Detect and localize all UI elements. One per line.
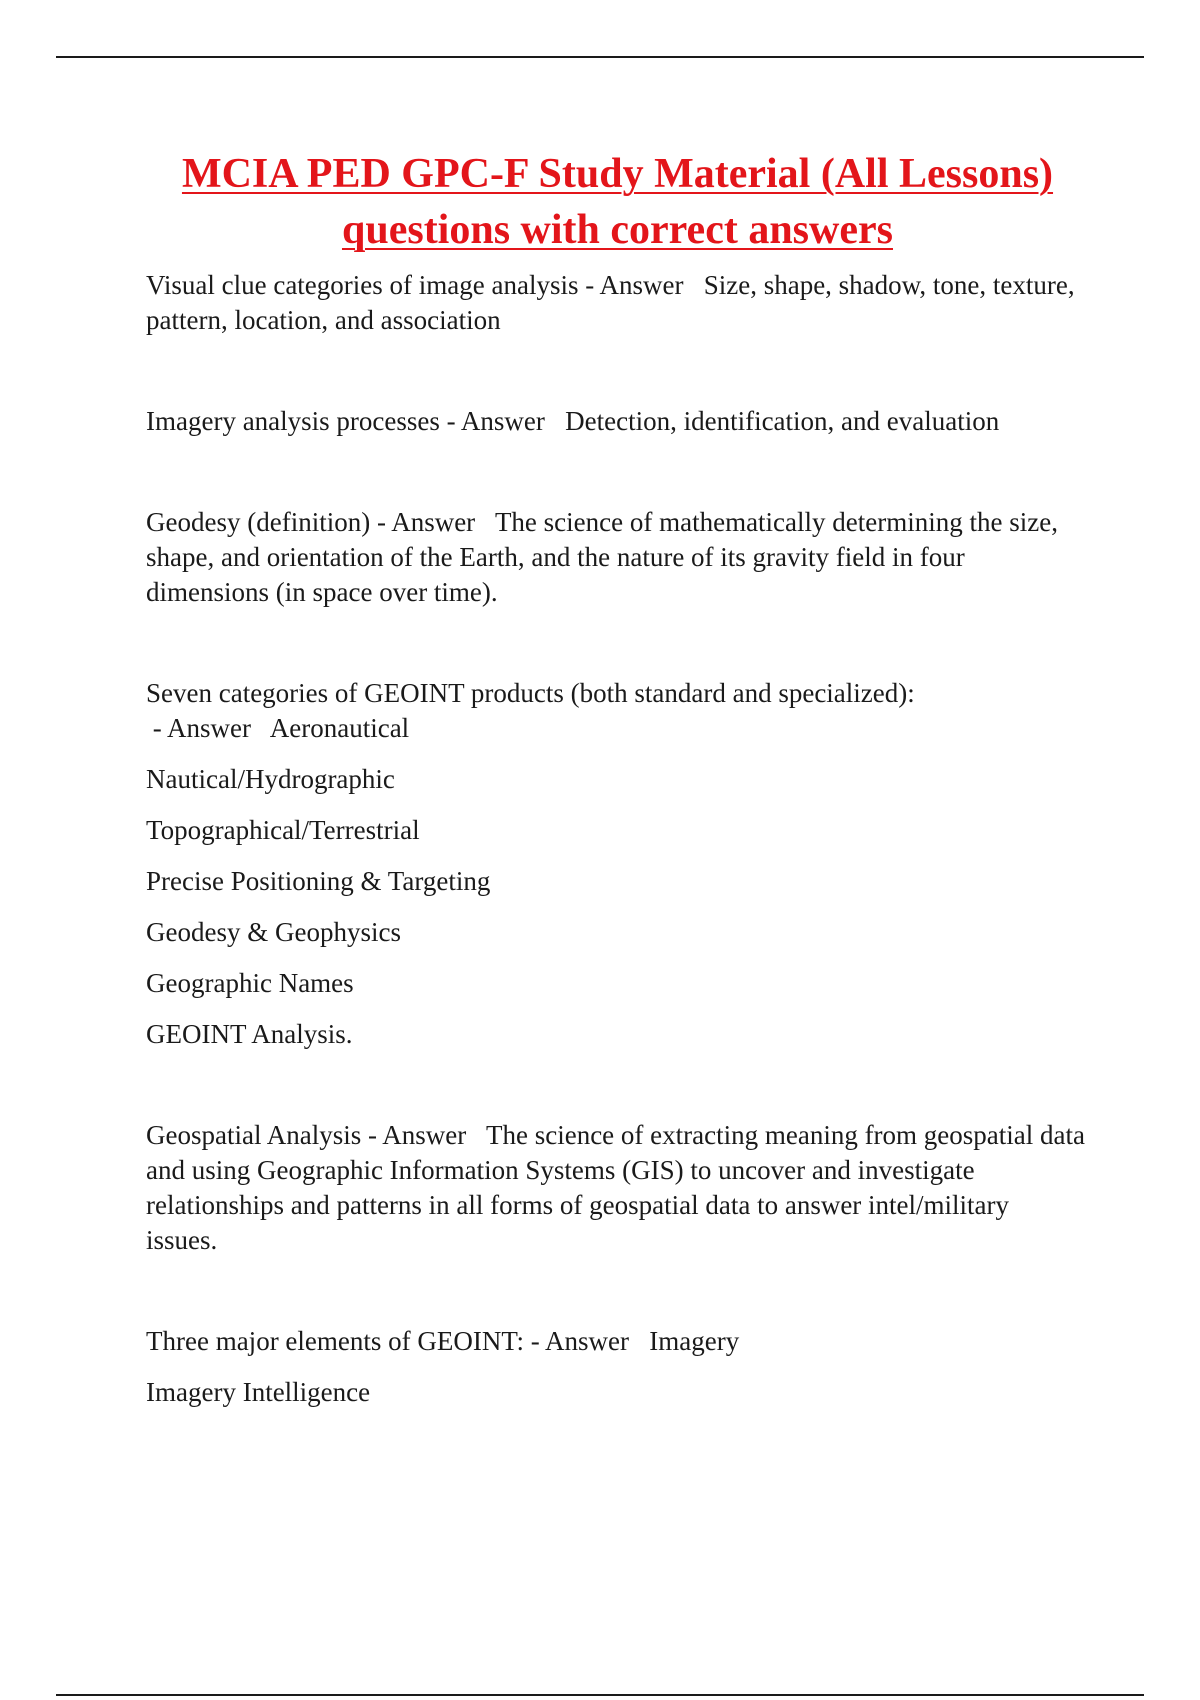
- qa-item-geoint-elements: [146, 1324, 1086, 1359]
- answer-separator: - Answer: [578, 270, 704, 300]
- spacer: [146, 746, 1086, 762]
- spacer: [146, 610, 1086, 676]
- question: Geospatial Analysis: [146, 1120, 362, 1150]
- question: Geodesy (definition): [146, 507, 371, 537]
- answer-line: GEOINT Analysis.: [146, 1019, 353, 1049]
- answer: Size, shape, shadow, tone, texture, pattern, location, and association: [146, 270, 1075, 335]
- qa-item-geodesy: [146, 505, 1086, 610]
- qa-item-imagery-processes: [146, 404, 1086, 439]
- spacer: [146, 1001, 1086, 1017]
- answer: The science of extracting meaning from geospatial data and using Geographic Information Systems (GIS) to uncover and investigate relationships and patterns in all forms of geospatial data to answer intel/military issues.: [146, 1120, 1085, 1255]
- spacer: [146, 338, 1086, 404]
- bottom-rule: [56, 1694, 1144, 1696]
- answer: Detection, identification, and evaluation: [565, 406, 1000, 436]
- qa-item-visual-clues: [146, 268, 1086, 338]
- answer: Aeronautical: [269, 713, 410, 743]
- answer-separator: - Answer: [439, 406, 566, 436]
- title-line-1: MCIA PED GPC-F Study Material (All Lessons): [181, 151, 1054, 197]
- qa-item-geospatial-analysis: [146, 1118, 1086, 1258]
- answer: Imagery: [649, 1326, 740, 1356]
- title-line-2: questions with correct answers: [341, 207, 893, 253]
- question: Imagery analysis processes: [146, 406, 440, 436]
- spacer: [146, 950, 1086, 966]
- document-title: [100, 146, 1135, 258]
- answer-line: Imagery Intelligence: [146, 1377, 371, 1407]
- spacer: [146, 797, 1086, 813]
- answer: The science of mathematically determining the size, shape, and orientation of the Earth, and the nature of its gravity field in four dimensions (in space over time).: [146, 507, 1058, 607]
- answer-separator: - Answer: [524, 1326, 650, 1356]
- spacer: [146, 1258, 1086, 1324]
- spacer: [146, 1052, 1086, 1118]
- spacer: [146, 439, 1086, 505]
- answer-line: Nautical/Hydrographic: [146, 764, 395, 794]
- spacer: [146, 1359, 1086, 1375]
- top-rule: [56, 56, 1144, 58]
- answer-line: Precise Positioning & Targeting: [146, 866, 491, 896]
- answer-line: Geodesy & Geophysics: [146, 917, 401, 947]
- question: Visual clue categories of image analysis: [146, 270, 579, 300]
- answer-line: Geographic Names: [146, 968, 354, 998]
- answer-separator: - Answer: [361, 1120, 486, 1150]
- answer-line: Topographical/Terrestrial: [146, 815, 420, 845]
- question: Seven categories of GEOINT products (both standard and specialized):: [146, 678, 915, 708]
- spacer: [146, 899, 1086, 915]
- qa-item-geoint-categories: [146, 676, 1086, 746]
- spacer: [146, 848, 1086, 864]
- question: Three major elements of GEOINT:: [146, 1326, 525, 1356]
- qa-list: [146, 268, 1086, 1410]
- answer-separator: - Answer: [370, 507, 495, 537]
- answer-separator: - Answer: [146, 713, 270, 743]
